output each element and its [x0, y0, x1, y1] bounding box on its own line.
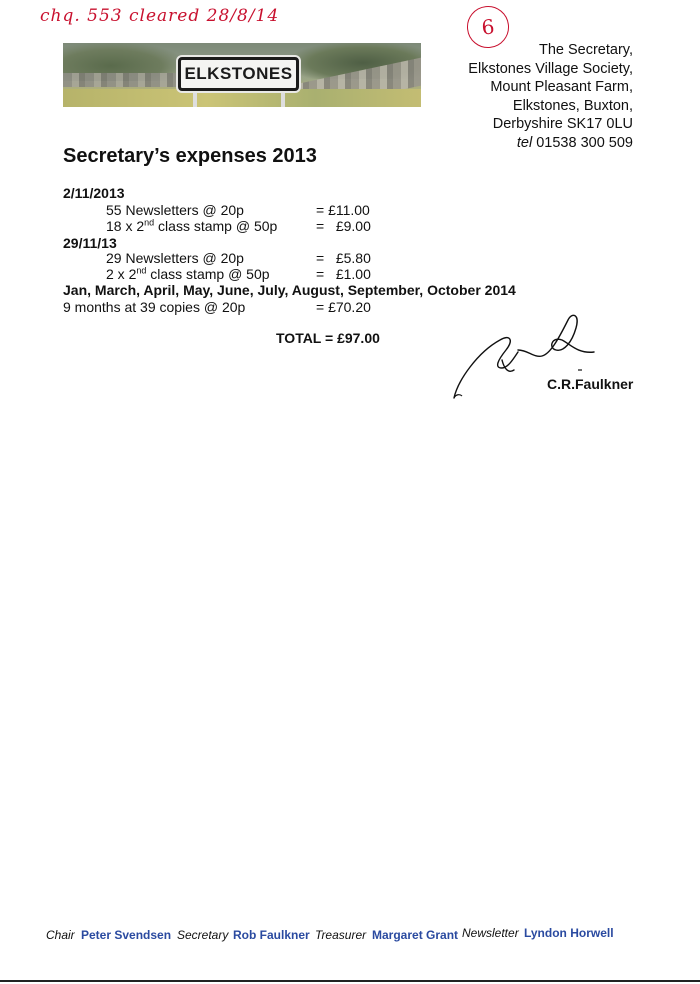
footer-secretary-role: Secretary — [177, 928, 229, 942]
entry-date: 29/11/13 — [63, 235, 117, 251]
expense-item-label: 2 x 2nd class stamp @ 50p — [106, 265, 270, 282]
footer-treasurer-name: Margaret Grant — [372, 928, 459, 942]
address-line: The Secretary, — [538, 42, 633, 58]
footer-chair-name: Peter Svendsen — [81, 928, 172, 942]
signatory-name: C.R.Faulkner — [547, 376, 634, 392]
expense-item-amount: = £5.80 — [316, 250, 371, 266]
expenses-total: TOTAL = £97.00 — [276, 330, 380, 346]
tel-label: tel — [516, 134, 533, 151]
months-heading: Jan, March, April, May, June, July, August, September, October 2014 — [63, 282, 516, 298]
expense-item-amount: = £1.00 — [316, 266, 371, 282]
footer-newsletter-role: Newsletter — [462, 926, 519, 940]
footer-treasurer-role: Treasurer — [315, 928, 367, 942]
footer-chair-role: Chair — [46, 928, 75, 942]
address-line: Elkstones Village Society, — [468, 60, 633, 77]
expense-item-label: 55 Newsletters @ 20p — [106, 202, 244, 218]
village-road-sign: ELKSTONES — [178, 57, 299, 91]
expense-item-amount: = £11.00 — [316, 202, 370, 218]
expense-item-label: 9 months at 39 copies @ 20p — [63, 299, 246, 315]
tel-number: 01538 300 509 — [536, 134, 633, 151]
address-line: Mount Pleasant Farm, — [490, 79, 633, 95]
expense-item-label: 29 Newsletters @ 20p — [106, 250, 244, 266]
expense-item-amount: = £70.20 — [316, 299, 371, 315]
address-block — [440, 41, 633, 152]
footer-newsletter-name: Lyndon Horwell — [524, 926, 614, 940]
elkstones-banner-photo — [63, 43, 421, 107]
circled-page-number: 6 — [465, 4, 511, 50]
address-line: Elkstones, Buxton, — [512, 97, 633, 114]
document-title: Secretary’s expenses 2013 — [63, 145, 317, 167]
telephone-line — [440, 134, 633, 153]
entry-date: 2/11/2013 — [63, 185, 125, 201]
expense-item-label: 18 x 2nd class stamp @ 50p — [106, 217, 278, 234]
expense-item-amount: = £9.00 — [316, 218, 371, 234]
handwritten-cheque-note: chq. 553 cleared 28/8/14 — [40, 6, 280, 26]
address-line: Derbyshire SK17 0LU — [492, 116, 633, 132]
footer-secretary-name: Rob Faulkner — [233, 928, 310, 942]
bottom-divider — [0, 980, 700, 982]
